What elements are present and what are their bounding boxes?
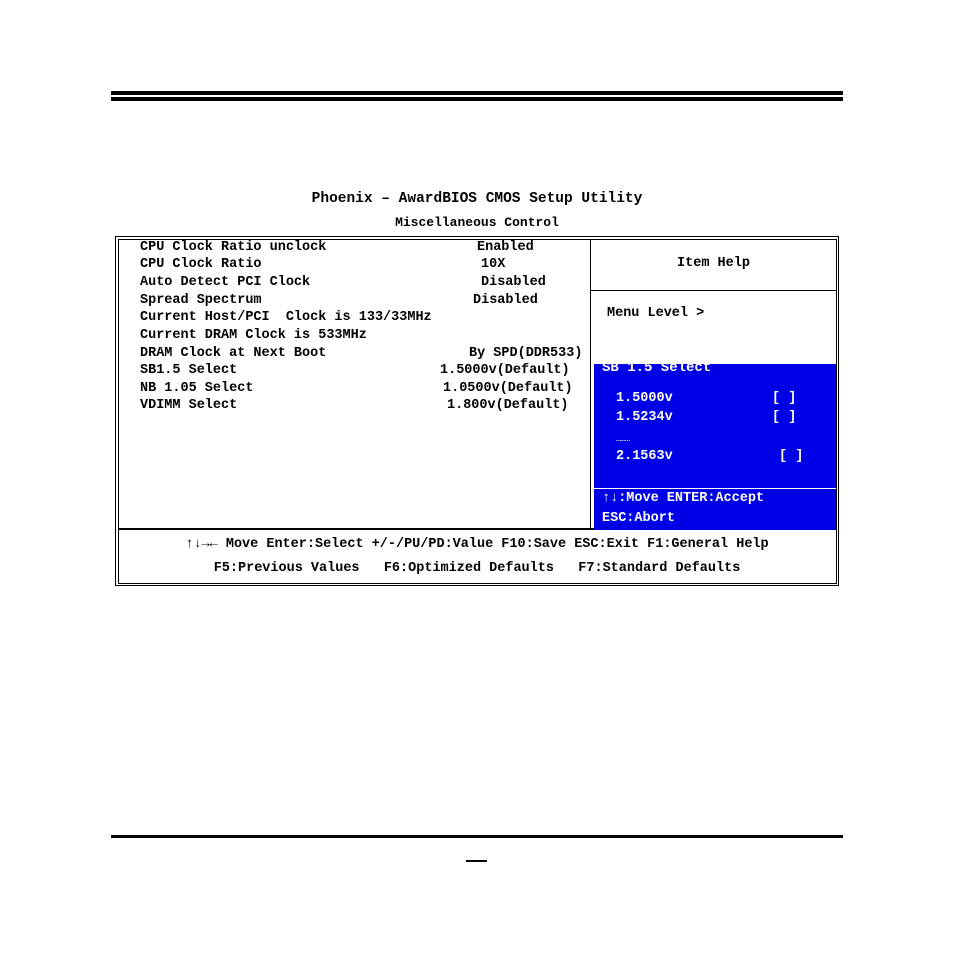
popup-option-value[interactable]: 1.5234v: [616, 410, 673, 425]
sb15-select-popup: [594, 360, 836, 530]
option-cpu-clock-ratio-unclock[interactable]: CPU Clock Ratio unclock: [140, 240, 327, 255]
option-value[interactable]: 1.0500v(Default): [443, 381, 573, 396]
option-value[interactable]: By SPD(DDR533): [469, 346, 583, 361]
option-sb15-select[interactable]: SB1.5 Select: [140, 363, 238, 378]
option-value[interactable]: 1.800v(Default): [447, 398, 569, 413]
popup-help-abort: ESC:Abort: [602, 511, 675, 526]
menu-level: Menu Level >: [607, 306, 705, 321]
popup-option-checkbox[interactable]: [ ]: [772, 391, 797, 406]
option-value[interactable]: Disabled: [481, 275, 546, 290]
popup-separator: [594, 488, 836, 489]
popup-option-value[interactable]: 1.5000v: [616, 391, 673, 406]
option-vdimm-select[interactable]: VDIMM Select: [140, 398, 238, 413]
option-dram-clock-next-boot[interactable]: DRAM Clock at Next Boot: [140, 346, 327, 361]
popup-help-move: ↑↓:Move ENTER:Accept: [602, 491, 765, 506]
option-auto-detect-pci-clock[interactable]: Auto Detect PCI Clock: [140, 275, 311, 290]
option-value[interactable]: 10X: [481, 257, 506, 272]
option-nb105-select[interactable]: NB 1.05 Select: [140, 381, 254, 396]
popup-option-checkbox[interactable]: [ ]: [772, 410, 797, 425]
option-spread-spectrum[interactable]: Spread Spectrum: [140, 293, 262, 308]
popup-option-value[interactable]: 2.1563v: [616, 449, 673, 464]
help-divider: [591, 290, 836, 291]
option-value[interactable]: Disabled: [473, 293, 538, 308]
top-rule-lower: [111, 97, 843, 101]
bios-subtitle: Miscellaneous Control: [395, 215, 559, 230]
bottom-rule: [111, 835, 843, 838]
page-number-dash: [466, 860, 487, 862]
info-host-pci-clock: Current Host/PCI Clock is 133/33MHz: [140, 310, 432, 325]
option-value[interactable]: Enabled: [477, 240, 534, 255]
footer-function-keys: F5:Previous Values F6:Optimized Defaults F7:Standard Defaults: [213, 561, 741, 576]
info-dram-clock: Current DRAM Clock is 533MHz: [140, 328, 367, 343]
top-rule-upper: [111, 91, 843, 95]
popup-title: SB 1.5 Select: [602, 360, 712, 376]
option-value[interactable]: 1.5000v(Default): [440, 363, 570, 378]
popup-option-checkbox[interactable]: [ ]: [779, 449, 804, 464]
option-cpu-clock-ratio[interactable]: CPU Clock Ratio: [140, 257, 262, 272]
bios-title: Phoenix – AwardBIOS CMOS Setup Utility: [311, 191, 643, 207]
panel-divider: [590, 240, 591, 529]
item-help-title: Item Help: [677, 256, 750, 271]
footer-key-help: ↑↓→← Move Enter:Select +/-/PU/PD:Value F10:Save ESC:Exit F1:General Help: [185, 537, 769, 552]
popup-ellipsis: ………: [616, 434, 630, 444]
